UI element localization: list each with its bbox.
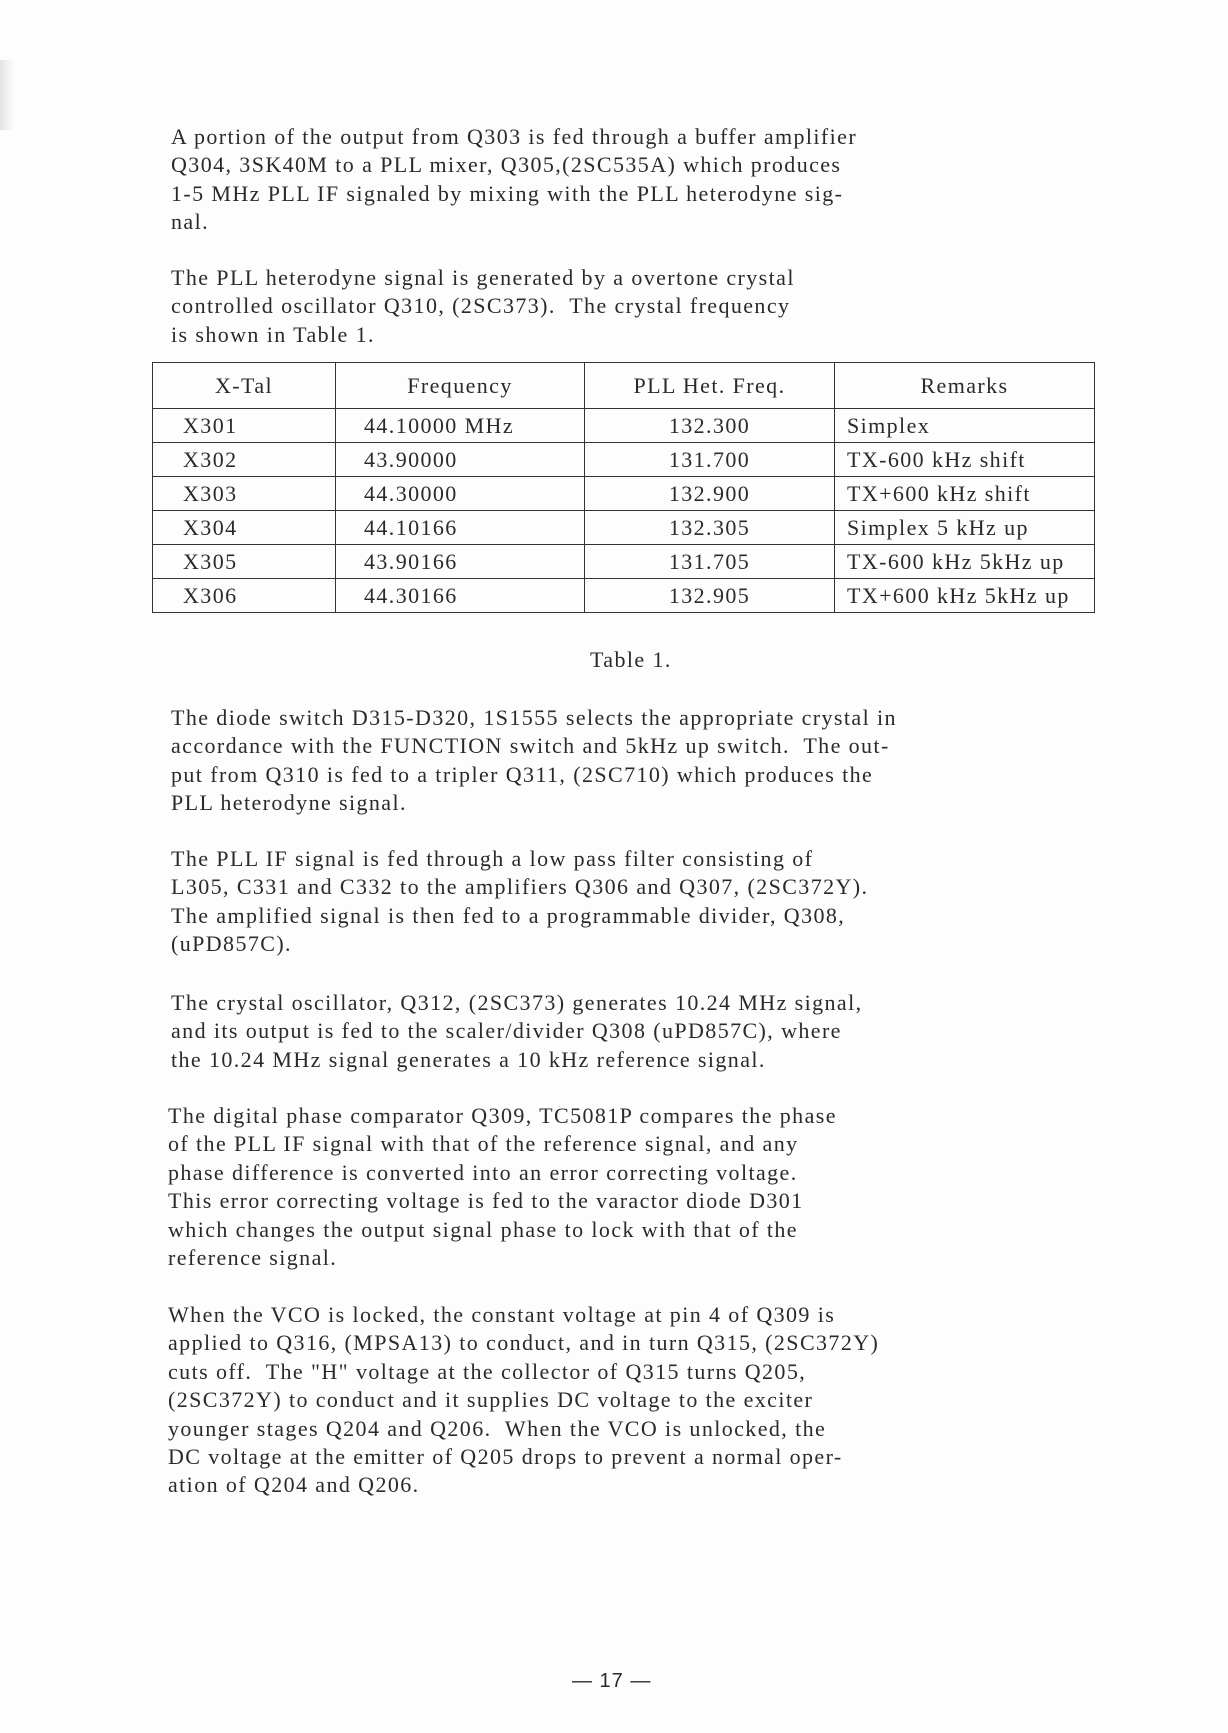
table-caption: Table 1. [590,647,672,672]
text-line: younger stages Q204 and Q206. When the VCO is unlocked, the [168,1415,827,1441]
text-line: of the PLL IF signal with that of the reference signal, and any [168,1131,799,1157]
table-cell: X306 [153,579,336,613]
text-line: A portion of the output from Q303 is fed through a buffer amplifier [171,124,858,149]
table-cell: TX-600 kHz 5kHz up [835,545,1095,579]
text-line: The amplified signal is then fed to a programmable divider, Q308, [171,902,846,928]
table-cell: 132.900 [585,477,835,511]
table-cell: 43.90000 [336,443,585,477]
table-cell: TX+600 kHz shift [835,477,1095,511]
text-line: PLL heterodyne signal. [171,790,407,816]
text-line: which changes the output signal phase to lock with that of the [168,1216,798,1242]
table-cell: Simplex [835,409,1095,443]
text-line: accordance with the FUNCTION switch and 5kHz up switch. The out- [171,733,890,759]
text-line: The PLL IF signal is fed through a low pass filter consisting of [171,846,814,871]
text-line: nal. [171,209,209,235]
paragraph-pll-mixer [171,123,857,237]
text-line: reference signal. [168,1244,338,1270]
text-line: When the VCO is locked, the constant voltage at pin 4 of Q309 is [168,1302,836,1327]
text-line: applied to Q316, (MPSA13) to conduct, and in turn Q315, (2SC372Y) [168,1330,880,1356]
text-line: ation of Q204 and Q206. [168,1472,420,1498]
column-header: Remarks [835,363,1095,409]
text-line: is shown in Table 1. [171,321,375,347]
text-line: The digital phase comparator Q309, TC5081P compares the phase [168,1103,837,1128]
text-line: the 10.24 MHz signal generates a 10 kHz reference signal. [171,1046,766,1072]
table-cell: 43.90166 [336,545,585,579]
table-cell: 44.10166 [336,511,585,545]
text-line: The crystal oscillator, Q312, (2SC373) generates 10.24 MHz signal, [171,990,863,1015]
table-cell: Simplex 5 kHz up [835,511,1095,545]
table-cell: 132.305 [585,511,835,545]
table-row [153,409,1095,443]
table-cell: X302 [153,443,336,477]
text-line: The PLL heterodyne signal is generated by a overtone crystal [171,265,795,290]
table-cell: 44.30166 [336,579,585,613]
text-line: controlled oscillator Q310, (2SC373). The crystal frequency [171,293,791,319]
table-cell: TX+600 kHz 5kHz up [835,579,1095,613]
text-line: Q304, 3SK40M to a PLL mixer, Q305,(2SC535A) which produces [171,152,842,178]
paragraph-vco-lock [168,1301,879,1500]
table-cell: 44.10000 MHz [336,409,585,443]
text-line: (2SC372Y) to conduct and it supplies DC voltage to the exciter [168,1387,814,1413]
paragraph-phase-comparator [168,1102,837,1272]
text-line: L305, C331 and C332 to the amplifiers Q306 and Q307, (2SC372Y). [171,874,869,900]
table-header-row [153,363,1095,409]
table-cell: 44.30000 [336,477,585,511]
text-line: DC voltage at the emitter of Q205 drops to prevent a normal oper- [168,1443,843,1469]
table-cell: 131.700 [585,443,835,477]
scan-edge-shadow [0,60,14,130]
text-line: This error correcting voltage is fed to the varactor diode D301 [168,1188,804,1214]
table-cell: X305 [153,545,336,579]
text-line: 1-5 MHz PLL IF signaled by mixing with the PLL heterodyne sig- [171,180,844,206]
paragraph-heterodyne-oscillator [171,264,795,349]
paragraph-diode-switch [171,704,897,818]
table-cell: 131.705 [585,545,835,579]
table-cell: X304 [153,511,336,545]
column-header: Frequency [336,363,585,409]
text-line: phase difference is converted into an error correcting voltage. [168,1159,798,1185]
table-row [153,443,1095,477]
table-cell: 132.905 [585,579,835,613]
page-number: — 17 — [572,1670,652,1692]
table-cell: TX-600 kHz shift [835,443,1095,477]
crystal-frequency-table [152,362,1095,613]
text-line: (uPD857C). [171,931,292,957]
table-cell: X301 [153,409,336,443]
table-row [153,477,1095,511]
table-row [153,579,1095,613]
table-row [153,545,1095,579]
table-row [153,511,1095,545]
text-line: and its output is fed to the scaler/divider Q308 (uPD857C), where [171,1018,842,1044]
paragraph-low-pass-filter [171,845,868,959]
text-line: put from Q310 is fed to a tripler Q311, (2SC710) which produces the [171,761,874,787]
paragraph-crystal-oscillator [171,989,863,1074]
column-header: X-Tal [153,363,336,409]
table-cell: X303 [153,477,336,511]
column-header: PLL Het. Freq. [585,363,835,409]
table-cell: 132.300 [585,409,835,443]
text-line: cuts off. The "H" voltage at the collector of Q315 turns Q205, [168,1358,807,1384]
text-line: The diode switch D315-D320, 1S1555 selects the appropriate crystal in [171,705,897,730]
